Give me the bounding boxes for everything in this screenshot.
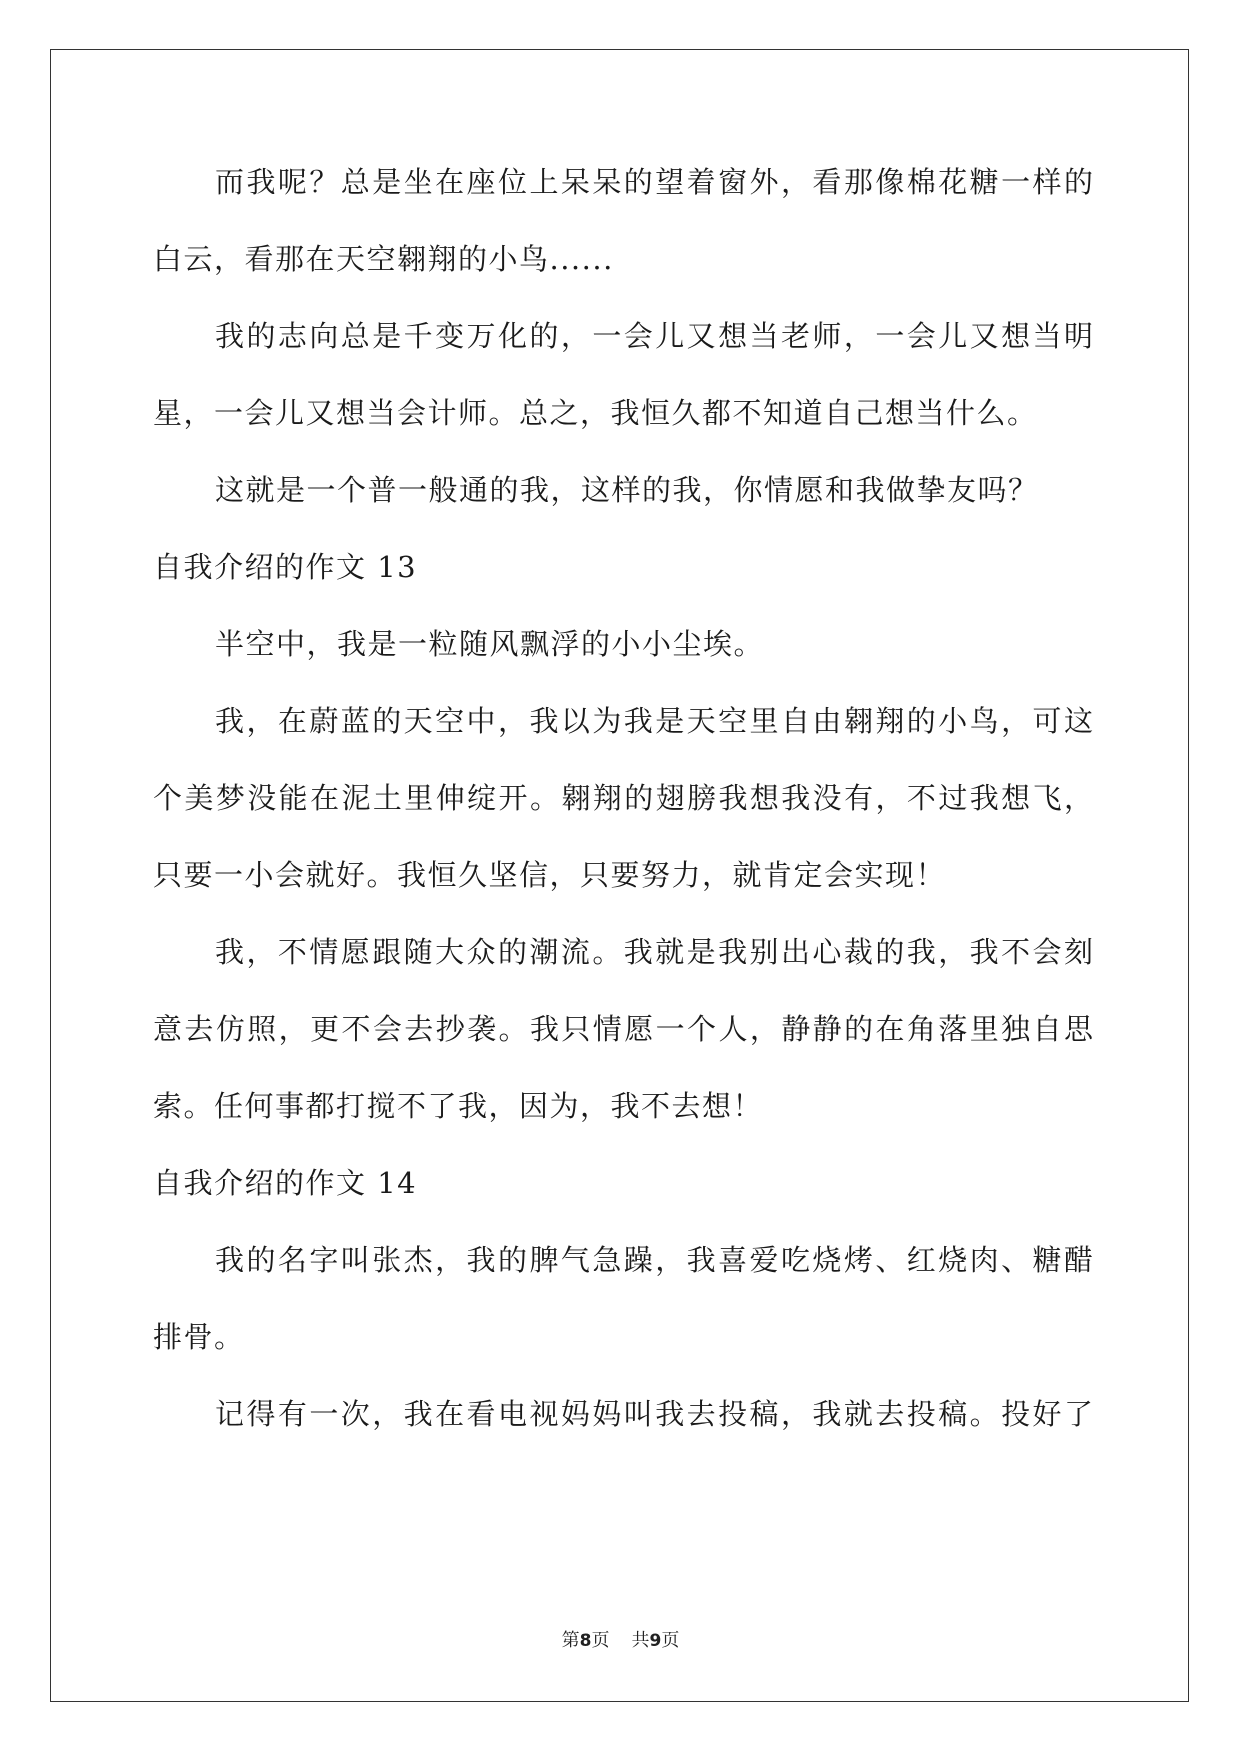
paragraph-line: 半空中，我是一粒随风飘浮的小小尘埃。 (215, 627, 765, 661)
section-heading: 自我介绍的作文 14 (153, 1166, 418, 1200)
paragraph-line: 我的名字叫张杰，我的脾气急躁，我喜爱吃烧烤、红烧肉、糖醋 (215, 1243, 1093, 1277)
page-label-suffix: 页 (591, 1630, 610, 1651)
paragraph-line: 这就是一个普一般通的我，这样的我，你情愿和我做挚友吗？ (215, 473, 1039, 507)
total-page-number: 9 (649, 1631, 662, 1651)
paragraph-line: 我的志向总是千变万化的，一会儿又想当老师，一会儿又想当明 (215, 319, 1093, 353)
total-label-prefix: 共 (631, 1630, 650, 1651)
paragraph-line: 意去仿照，更不会去抄袭。我只情愿一个人，静静的在角落里独自思 (153, 1012, 1093, 1046)
paragraph-line: 我，在蔚蓝的天空中，我以为我是天空里自由翱翔的小鸟，可这 (215, 704, 1093, 738)
paragraph-line: 白云，看那在天空翱翔的小鸟...... (153, 242, 614, 276)
section-heading: 自我介绍的作文 13 (153, 550, 418, 584)
paragraph-line: 索。任何事都打搅不了我，因为，我不去想！ (153, 1089, 764, 1123)
paragraph-line: 而我呢？总是坐在座位上呆呆的望着窗外，看那像棉花糖一样的 (215, 165, 1093, 199)
page-label-prefix: 第 (561, 1630, 580, 1651)
document-body (153, 163, 1093, 1472)
paragraph-line: 只要一小会就好。我恒久坚信，只要努力，就肯定会实现！ (153, 858, 947, 892)
paragraph-line: 个美梦没能在泥土里伸绽开。翱翔的翅膀我想我没有，不过我想飞， (153, 781, 1093, 815)
paragraph-line: 记得有一次，我在看电视妈妈叫我去投稿，我就去投稿。投好了 (215, 1397, 1093, 1431)
paragraph-line: 排骨。 (153, 1320, 245, 1354)
current-page-number: 8 (579, 1631, 592, 1651)
total-label-suffix: 页 (661, 1630, 680, 1651)
paragraph-line: 我，不情愿跟随大众的潮流。我就是我别出心裁的我，我不会刻 (215, 935, 1093, 969)
paragraph-line: 星，一会儿又想当会计师。总之，我恒久都不知道自己想当什么。 (153, 396, 1038, 430)
page-footer (0, 1626, 1241, 1652)
